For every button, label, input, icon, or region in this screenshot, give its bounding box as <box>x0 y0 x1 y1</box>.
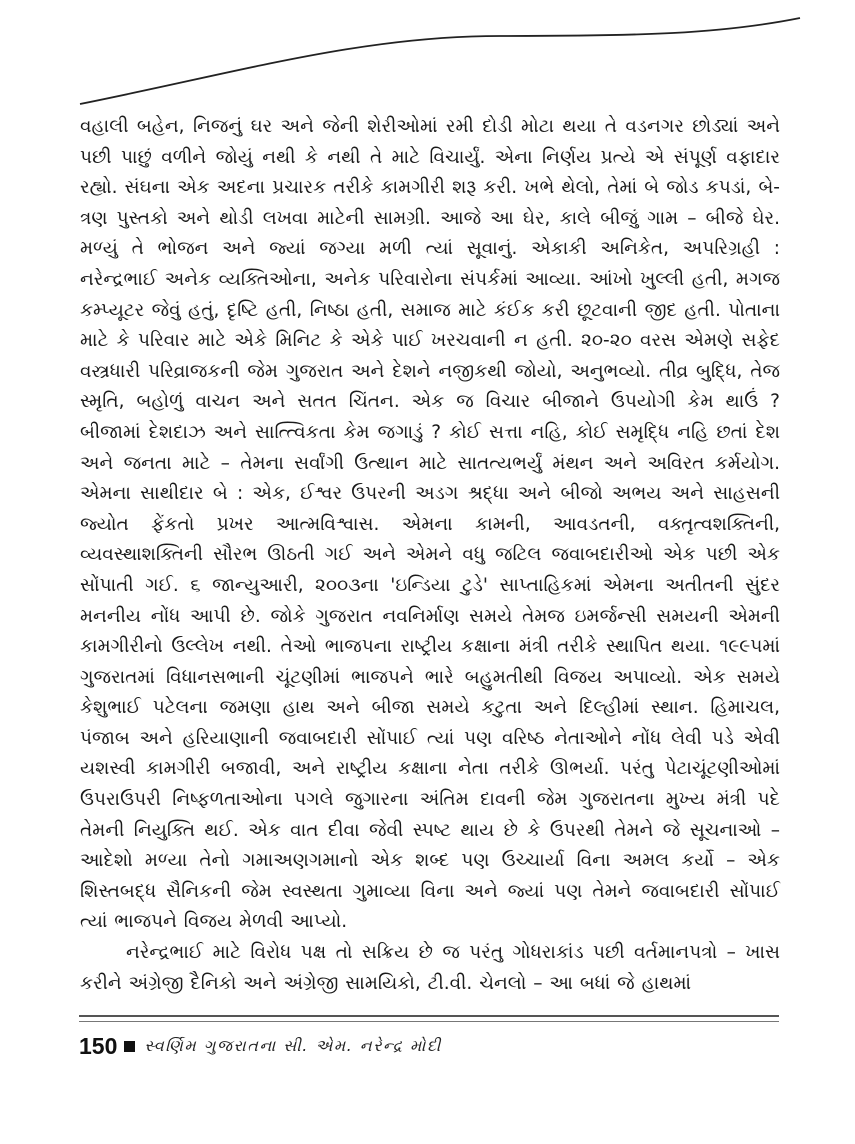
paragraph: નરેન્દ્રભાઈ માટે વિરોધ પક્ષ તો સક્રિય છે જ પરંતુ ગોધરાકાંડ પછી વર્તમાનપત્રો – ખાસ કરીને અંગ્રેજી દૈનિકો અને અંગ્રેજી સામયિકો, ટી.વી. ચેનલો – આ બધાં જે હાથમાં <box>80 942 780 994</box>
page-number: 150 <box>79 1032 118 1059</box>
paragraph: વહાલી બહેન, નિજનું ઘર અને જેની શેરીઓમાં રમી દોડી મોટા થયા તે વડનગર છોડ્યાં અને પછી પાછું વળીને જોયું નથી કે નથી તે માટે વિચાર્યું. એના નિર્ણય પ્રત્યે એ સંપૂર્ણ વફાદાર રહ્યો. સંઘના એક અદના પ્રચારક તરીકે કામગીરી શરૂ કરી. ખભે થેલો, તેમાં બે જોડ કપડાં, બે-ત્રણ પુસ્તકો અને થોડી લખવા માટેની સામગ્રી. આજે આ ઘેર, કાલે બીજું ગામ – બીજે ઘેર. મળ્યું તે ભોજન અને જ્યાં જગ્યા મળી ત્યાં સૂવાનું. એકાકી અનિકેત, અપરિગ્રહી : નરેન્દ્રભાઈ અનેક વ્યક્તિઓના, અનેક પરિવારોના સંપર્કમાં આવ્યા. આંખો ખુલ્લી હતી, મગજ કમ્પ્યૂટર જેવું હતું, દૃષ્ટિ હતી, નિષ્ઠા હતી, સમાજ માટે કંઈક કરી છૂટવાની જીદ હતી. પોતાના માટે કે પરિવાર માટે એકે મિનિટ કે એકે પાઈ ખરચવાની ન હતી. ૨૦-૨૦ વરસ એમણે સફેદ વસ્ત્રધારી પરિવ્રાજકની જેમ ગુજરાત અને દેશને નજીકથી જોયો, અનુભવ્યો. તીવ્ર બુદ્ધિ, તેજ સ્મૃતિ, બહોળું વાચન અને સતત ચિંતન. એક જ વિચાર બીજાને ઉપયોગી કેમ થાઉં ? બીજામાં દેશદાઝ અને સાત્ત્વિકતા કેમ જગાડું ? કોઈ સત્તા નહિ, કોઈ સમૃદ્ધિ નહિ છતાં દેશ અને જનતા માટે – તેમના સર્વાંગી ઉત્થાન માટે સાતત્યભર્યું મંથન અને અવિરત કર્મયોગ. એમના સાથીદાર બે : એક, ઈશ્વર ઉપરની અડગ શ્રદ્ધા અને બીજો અભય અને સાહસની જ્યોત ફેંકતો પ્રખર આત્મવિશ્વાસ. એમના કામની, આવડતની, વક્તૃત્વશક્તિની, વ્યવસ્થાશક્તિની સૌરભ ઊઠતી ગઈ અને એમને વધુ જટિલ જવાબદારીઓ એક પછી એક સોંપાતી ગઈ. ૬ જાન્યુઆરી, ૨૦૦૩ના 'ઇન્ડિયા ટુડે' સાપ્તાહિકમાં એમના અતીતની સુંદર મનનીય નોંધ આપી છે. જોકે ગુજરાત નવનિર્માણ સમયે તેમજ ઇમર્જન્સી સમયની એમની કામગીરીનો ઉલ્લેખ નથી. તેઓ ભાજપના રાષ્ટ્રીય કક્ષાના મંત્રી તરીકે સ્થાપિત થયા. ૧૯૯૫માં ગુજરાતમાં વિધાનસભાની ચૂંટણીમાં ભાજપને ભારે બહુમતીથી વિજય અપાવ્યો. એક સમયે કેશુભાઈ પટેલના જમણા હાથ અને બીજા સમયે કટુતા અને દિલ્હીમાં સ્થાન. હિમાચલ, પંજાબ અને હરિયાણાની જવાબદારી સોંપાઈ ત્યાં પણ વરિષ્ઠ નેતાઓને નોંધ લેવી પડે એવી યશસ્વી કામગીરી બજાવી, અને રાષ્ટ્રીય કક્ષાના નેતા તરીકે ઊભર્યા. પરંતુ પેટાચૂંટણીઓમાં ઉપરાઉપરી નિષ્ફળતાઓના પગલે જુગારના અંતિમ દાવની જેમ ગુજરાતના મુખ્ય મંત્રી પદે તેમની નિયુક્તિ થઈ. એક વાત દીવા જેવી સ્પષ્ટ થાય છે કે ઉપરથી તેમને જે સૂચનાઓ – આદેશો મળ્યા તેનો ગમાઅણગમાનો એક શબ્દ પણ ઉચ્ચાર્યા વિના અમલ કર્યો – એક શિસ્તબદ્ધ સૈનિકની જેમ સ્વસ્થતા ગુમાવ્યા વિના અને જ્યાં પણ તેમને જવાબદારી સોંપાઈ ત્યાં ભાજપને વિજય મેળવી આપ્યો. <box>80 116 780 933</box>
page-footer <box>79 1030 442 1062</box>
body-text <box>80 112 780 999</box>
running-title: સ્વર્ણિમ ગુજરાતના સી. એમ. નરેન્દ્ર મોદી <box>144 1036 442 1055</box>
filled-square-icon <box>124 1041 135 1052</box>
header-wave-decoration <box>0 0 855 120</box>
footer-rule <box>79 1015 779 1022</box>
